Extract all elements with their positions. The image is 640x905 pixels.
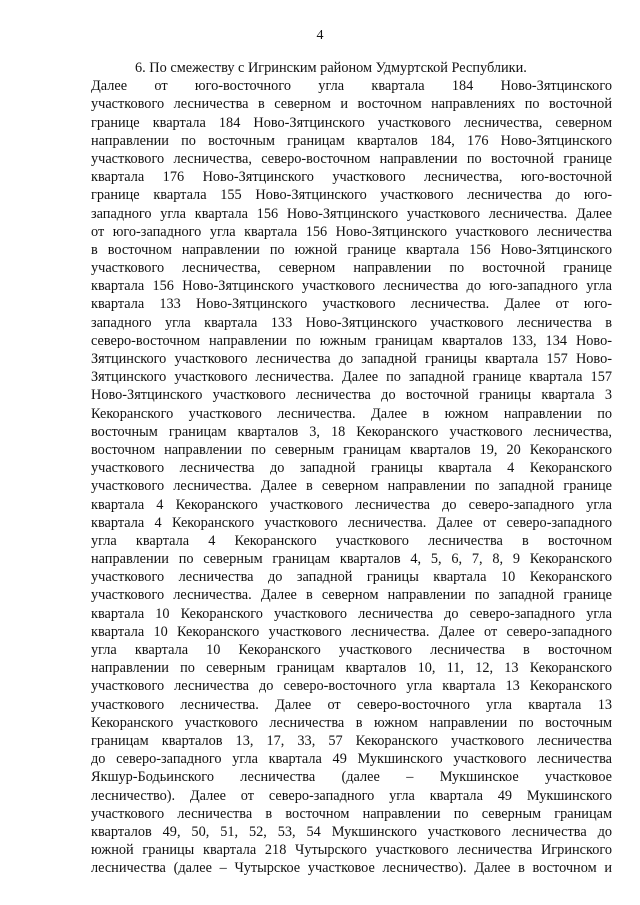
paragraph-line: южной границы квартала 218 Чутырского участкового лесничества Игринского <box>91 842 612 859</box>
paragraph-line: восточном направлении по северным границам кварталов 19, 20 Кекоранского <box>91 441 612 458</box>
paragraph-line: квартала 4 Кекоранского участкового лесничества. Далее от северо-западного <box>91 514 612 531</box>
paragraph-line: до северо-западного угла квартала 49 Мукшинского участкового лесничества <box>91 751 612 768</box>
paragraph-line: Зятцинского участкового лесничества до западной границы квартала 157 Ново- <box>91 351 612 367</box>
paragraph-line: Зятцинского участкового лесничества. Далее по западной границе квартала 157 <box>91 369 612 386</box>
paragraph-line: квартала 10 Кекоранского участкового лесничества. Далее от северо-западного <box>91 623 612 640</box>
paragraph-line: границе квартала 184 Ново-Зятцинского участкового лесничества, северном <box>91 114 612 131</box>
page-number: 4 <box>316 28 324 43</box>
paragraph-line: направлении по северным границам кварталов 4, 5, 6, 7, 8, 9 Кекоранского <box>91 551 612 568</box>
paragraph-line: лесничества (далее – Чутырское участковое лесничество). Далее в восточном и <box>91 860 612 877</box>
paragraph-line: Далее от юго-восточного угла квартала 184 Ново-Зятцинского <box>91 78 612 95</box>
paragraph-line: Кекоранского участкового лесничества. Далее в южном направлении по <box>91 405 612 422</box>
paragraph-line: Якшур-Бодьинского лесничества (далее – Мукшинское участковое <box>91 769 612 786</box>
paragraph-line: участкового лесничества, северном направлении по восточной границе <box>91 260 612 277</box>
paragraph-line: участкового лесничества до западной границы квартала 10 Кекоранского <box>91 569 612 586</box>
paragraph-line: участкового лесничества. Далее от северо-восточного угла квартала 13 <box>91 696 612 713</box>
paragraph-line: участкового лесничества, северо-восточном направлении по восточной границе <box>91 150 612 167</box>
paragraph-line: участкового лесничества в северном и восточном направлениях по восточной <box>91 96 612 113</box>
section-heading-line: 6. По смежеству с Игринским районом Удмуртской Республики. <box>135 60 527 76</box>
paragraph-line: Ново-Зятцинского участкового лесничества до восточной границы квартала 3 <box>91 387 612 404</box>
paragraph-line: лесничество). Далее от северо-западного угла квартала 49 Мукшинского <box>91 787 612 804</box>
paragraph-line: северо-восточном направлении по южным границам кварталов 133, 134 Ново- <box>91 332 612 349</box>
paragraph-line: восточным границам кварталов 3, 18 Кекоранского участкового лесничества, <box>91 423 612 440</box>
paragraph-line: участкового лесничества до северо-восточного угла квартала 13 Кекоранского <box>91 678 612 695</box>
paragraph-line: угла квартала 10 Кекоранского участкового лесничества в восточном <box>91 642 612 658</box>
paragraph-line: участкового лесничества в восточном направлении по северным границам <box>91 805 612 822</box>
document-body <box>91 59 612 877</box>
paragraph-line: квартала 10 Кекоранского участкового лесничества до северо-западного угла <box>91 605 612 622</box>
paragraph-line: Кекоранского участкового лесничества в южном направлении по восточным <box>91 714 612 731</box>
paragraph-line: от юго-западного угла квартала 156 Ново-Зятцинского участкового лесничества <box>91 223 612 240</box>
paragraph-line: границам кварталов 13, 17, 33, 57 Кекоранского участкового лесничества <box>91 732 612 749</box>
paragraph-line: квартала 156 Ново-Зятцинского участкового лесничества до юго-западного угла <box>91 278 612 295</box>
paragraph-line: участкового лесничества до западной границы квартала 4 Кекоранского <box>91 460 612 477</box>
paragraph-line: границе квартала 155 Ново-Зятцинского участкового лесничества до юго- <box>91 187 612 204</box>
paragraph-line: участкового лесничества. Далее в северном направлении по западной границе <box>91 478 612 495</box>
paragraph-line: угла квартала 4 Кекоранского участкового лесничества в восточном <box>91 532 612 549</box>
paragraph-line: квартала 176 Ново-Зятцинского участкового лесничества, юго-восточной <box>91 169 612 186</box>
paragraph-line: западного угла квартала 156 Ново-Зятцинского участкового лесничества. Далее <box>91 205 612 222</box>
paragraph-line: западного угла квартала 133 Ново-Зятцинского участкового лесничества в <box>91 314 612 331</box>
paragraph-line: кварталов 49, 50, 51, 52, 53, 54 Мукшинского участкового лесничества до <box>91 823 612 840</box>
paragraph-line: в восточном направлении по южной границе квартала 156 Ново-Зятцинского <box>91 241 612 258</box>
paragraph-line: квартала 4 Кекоранского участкового лесничества до северо-западного угла <box>91 496 612 513</box>
paragraph-line: участкового лесничества. Далее в северном направлении по западной границе <box>91 587 612 604</box>
paragraph-line: квартала 133 Ново-Зятцинского участкового лесничества. Далее от юго- <box>91 296 612 313</box>
paragraph-line: направлении по северным границам кварталов 10, 11, 12, 13 Кекоранского <box>91 660 612 677</box>
paragraph-line: направлении по восточным границам кварталов 184, 176 Ново-Зятцинского <box>91 132 612 149</box>
